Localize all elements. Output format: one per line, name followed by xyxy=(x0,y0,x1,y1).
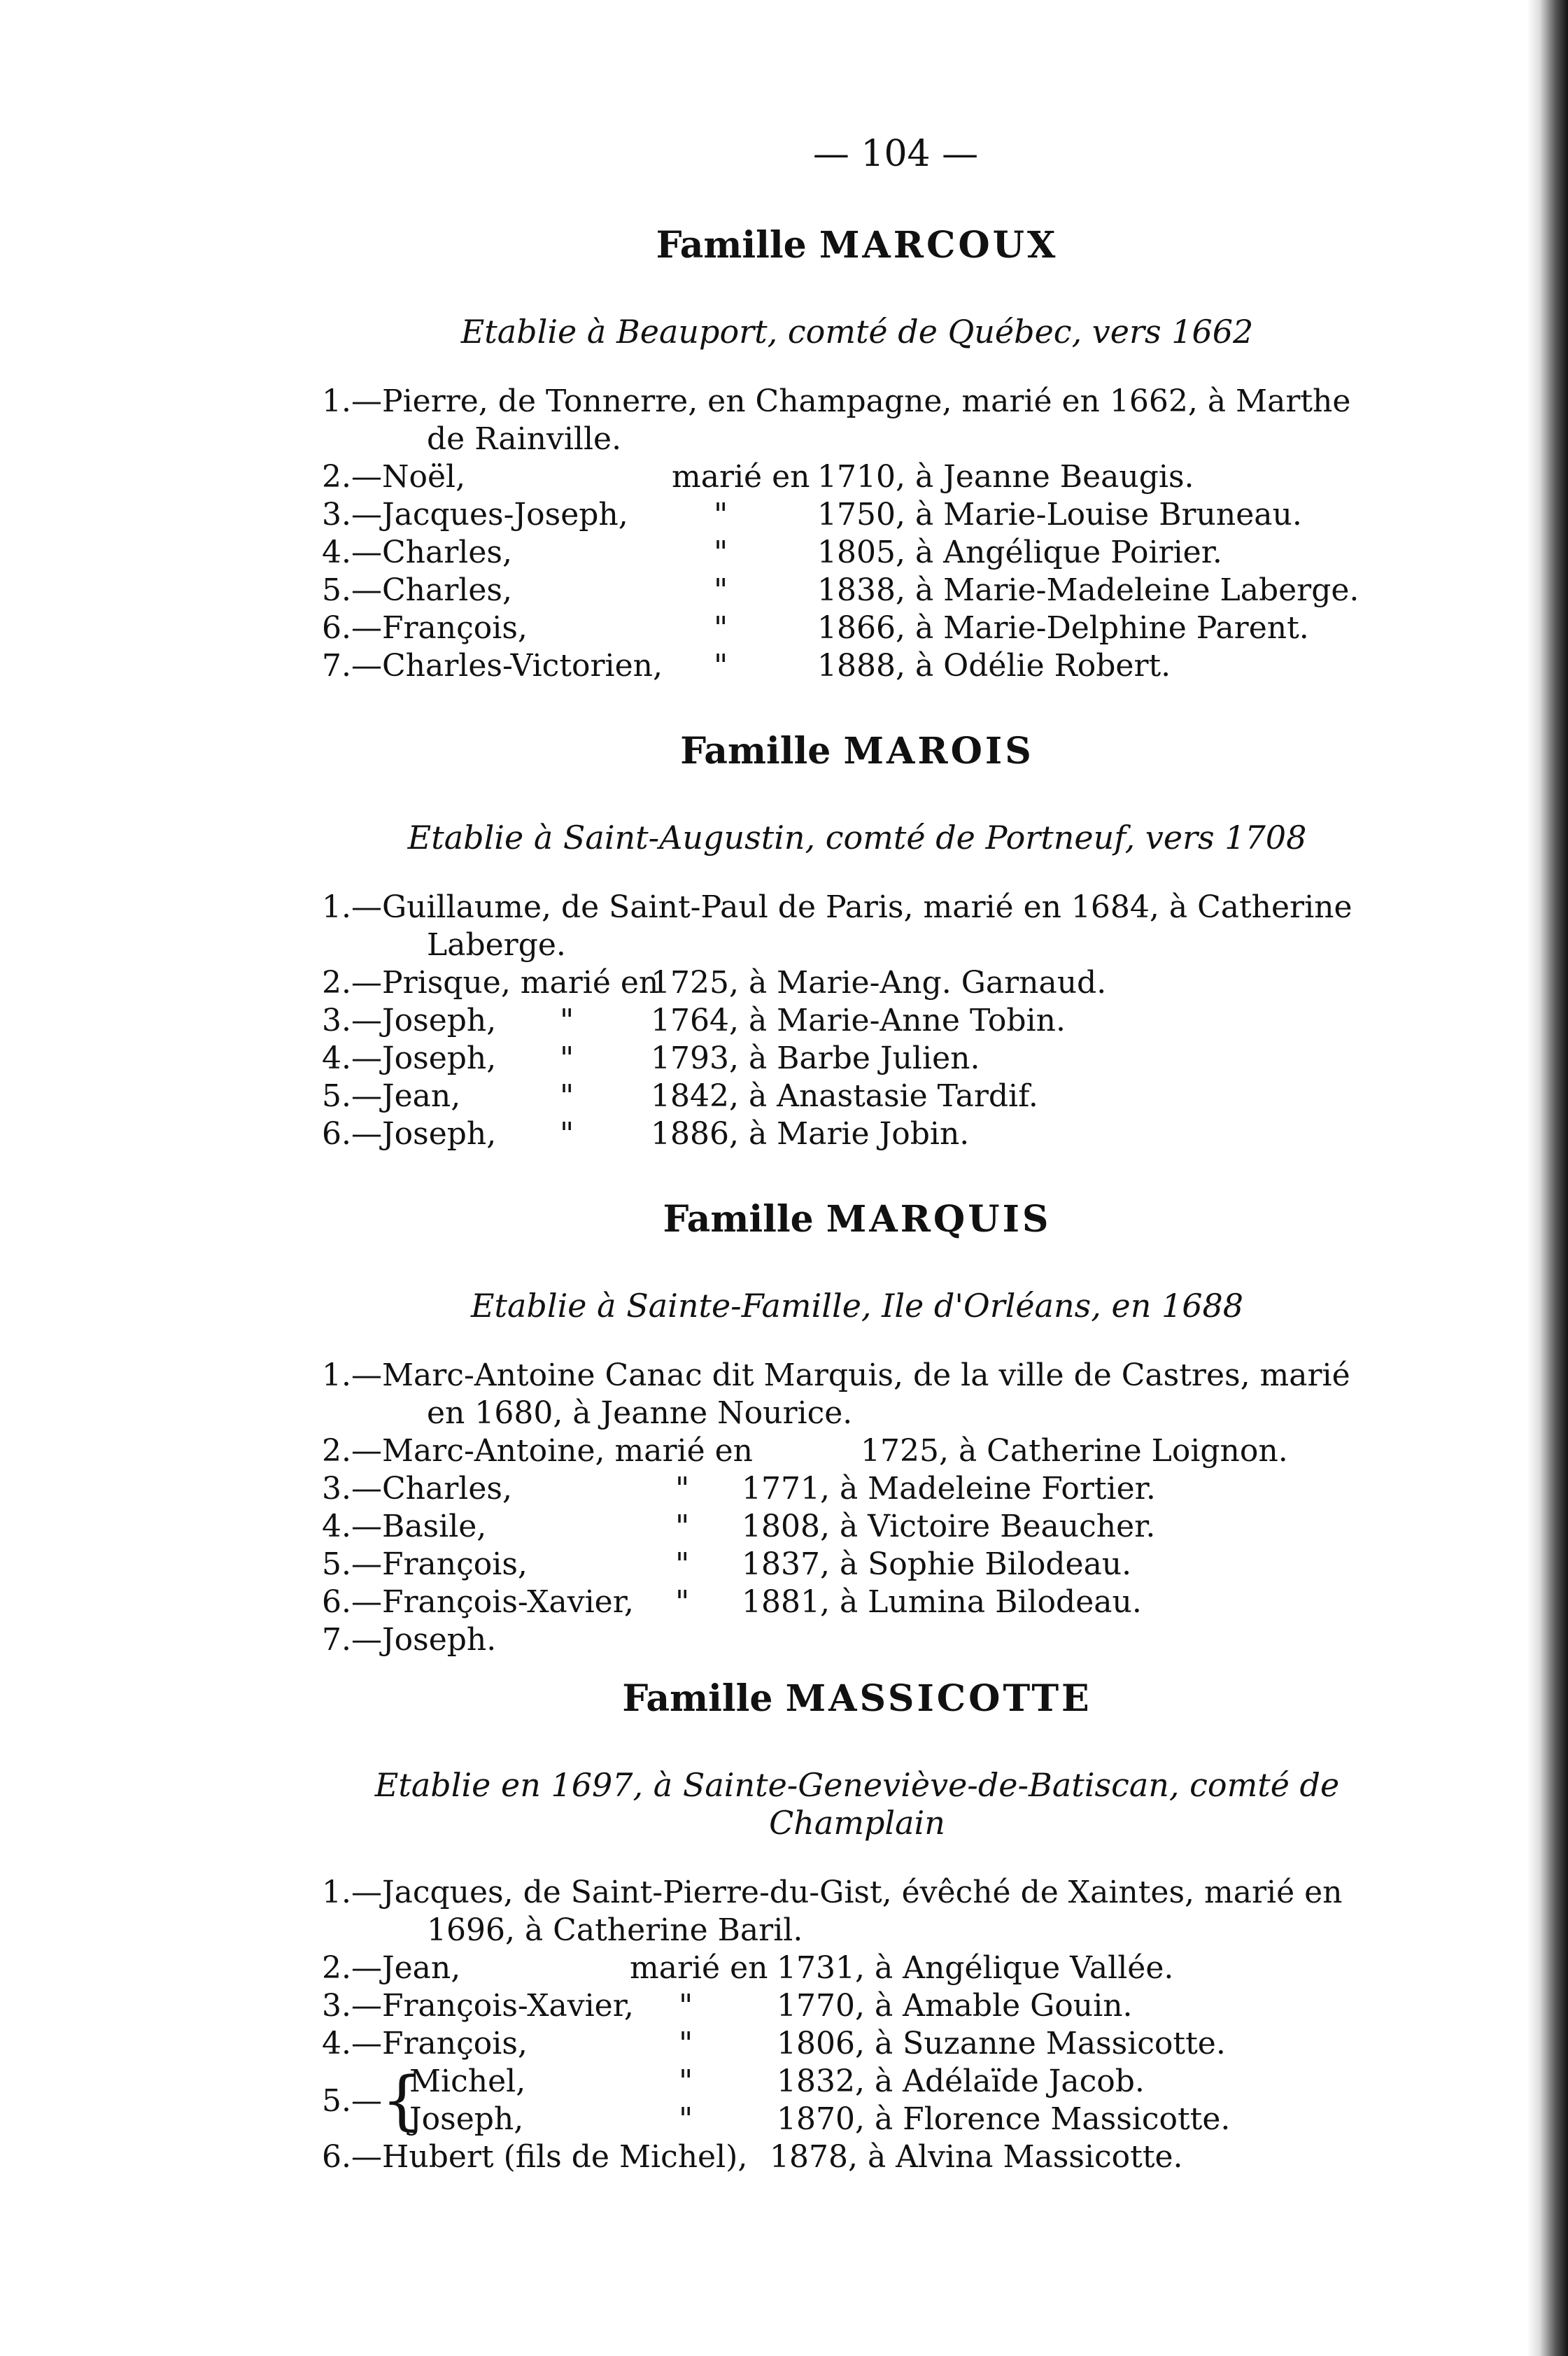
genealogy-line: 6.—Hubert (fils de Michel), 1878, à Alvina Massicotte. xyxy=(322,2139,1183,2175)
family-subtitle: Etablie à Sainte-Famille, Ile d'Orléans, en 1688 xyxy=(470,1287,1244,1325)
genealogy-pair: 5.— { Michel, " 1832, à Adélaïde Jacob. Joseph, " 1870, à Florence Massicotte. xyxy=(322,2063,1231,2138)
genealogy-line: 3.—Charles, " 1771, à Madeleine Fortier. xyxy=(322,1471,1156,1507)
family-title: Famille MARQUIS xyxy=(663,1198,1052,1241)
pair-label: 5.— xyxy=(322,2083,382,2119)
family-subtitle: Etablie à Beauport, comté de Québec, vers 1662 xyxy=(460,313,1254,351)
family-title: Famille MARCOUX xyxy=(656,224,1059,267)
genealogy-line: 6.—Joseph, " 1886, à Marie Jobin. xyxy=(322,1116,970,1152)
genealogy-line: 1.—Jacques, de Saint-Pierre-du-Gist, évêché de Xaintes, marié en 1696, à Catherine Baril. xyxy=(322,1875,1343,1948)
genealogy-line: 5.—Charles, " 1838, à Marie-Madeleine Laberge. xyxy=(322,572,1359,608)
genealogy-line: 2.—Noël, marié en 1710, à Jeanne Beaugis. xyxy=(322,459,1194,495)
family-title: Famille MAROIS xyxy=(680,730,1034,773)
genealogy-line: 4.—Joseph, " 1793, à Barbe Julien. xyxy=(322,1041,980,1076)
genealogy-line: 2.—Marc-Antoine, marié en 1725, à Catherine Loignon. xyxy=(322,1433,1288,1469)
genealogy-line: 1.—Guillaume, de Saint-Paul de Paris, marié en 1684, à Catherine Laberge. xyxy=(322,889,1352,963)
genealogy-line: 4.—Charles, " 1805, à Angélique Poirier. xyxy=(322,535,1222,570)
genealogy-line: 6.—François-Xavier, " 1881, à Lumina Bilodeau. xyxy=(322,1584,1142,1620)
genealogy-line: 5.—Jean, " 1842, à Anastasie Tardif. xyxy=(322,1078,1038,1114)
family-marois xyxy=(322,730,1392,1153)
genealogy-line: 1.—Marc-Antoine Canac dit Marquis, de la ville de Castres, marié en 1680, à Jeanne Nourice. xyxy=(322,1357,1350,1431)
genealogy-line: 3.—François-Xavier, " 1770, à Amable Gouin. xyxy=(322,1988,1133,2024)
family-subtitle: Etablie à Saint-Augustin, comté de Portneuf, vers 1708 xyxy=(407,819,1307,856)
genealogy-line: 3.—Joseph, " 1764, à Marie-Anne Tobin. xyxy=(322,1003,1066,1038)
page-edge-shadow xyxy=(1527,0,1568,2356)
genealogy-line: 2.—Jean, marié en 1731, à Angélique Vallée. xyxy=(322,1950,1174,1986)
genealogy-line: 4.—Basile, " 1808, à Victoire Beaucher. xyxy=(322,1509,1156,1544)
genealogy-line: 5.—François, " 1837, à Sophie Bilodeau. xyxy=(322,1546,1132,1582)
genealogy-line: 7.—Joseph. xyxy=(322,1622,497,1658)
document-page xyxy=(322,133,1392,2190)
family-subtitle: Etablie en 1697, à Sainte-Geneviève-de-Batiscan, comté de Champlain xyxy=(374,1766,1340,1842)
family-massicotte xyxy=(322,1677,1392,2176)
family-marcoux xyxy=(322,224,1392,685)
family-title: Famille MASSICOTTE xyxy=(622,1677,1092,1720)
pair-brace: { xyxy=(381,2063,423,2138)
genealogy-line: 6.—François, " 1866, à Marie-Delphine Parent. xyxy=(322,610,1309,646)
genealogy-line: 2.—Prisque, marié en 1725, à Marie-Ang. Garnaud. xyxy=(322,965,1107,1001)
genealogy-line: 7.—Charles-Victorien, " 1888, à Odélie Robert. xyxy=(322,648,1171,684)
genealogy-line: 3.—Jacques-Joseph, " 1750, à Marie-Louise Bruneau. xyxy=(322,497,1302,532)
family-marquis xyxy=(322,1198,1392,1659)
page-number: — 104 — xyxy=(812,133,979,175)
genealogy-line: 1.—Pierre, de Tonnerre, en Champagne, marié en 1662, à Marthe de Rainville. xyxy=(322,383,1351,457)
genealogy-line: 4.—François, " 1806, à Suzanne Massicotte. xyxy=(322,2026,1226,2061)
